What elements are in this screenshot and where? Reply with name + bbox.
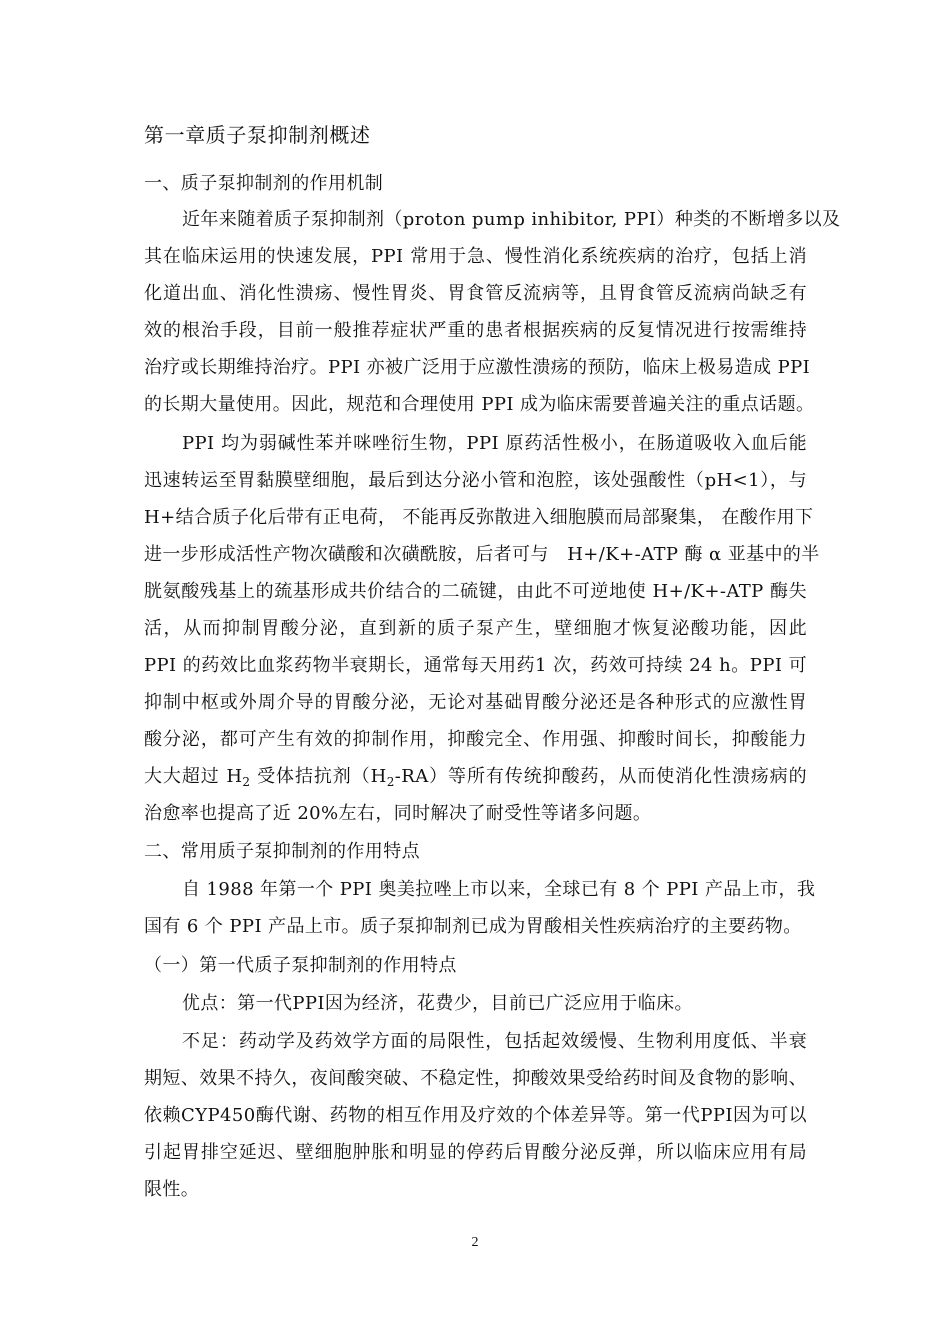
text-segment: 大大超过 H <box>144 766 243 787</box>
paragraph-line: 化道出血、消化性溃疡、慢性胃炎、胃食管反流病等，且胃食管反流病尚缺乏有 <box>144 283 807 304</box>
paragraph-line: 酸分泌，都可产生有效的抑制作用，抑酸完全、作用强、抑酸时间长，抑酸能力 <box>144 729 807 750</box>
subscript: 2 <box>242 775 251 789</box>
page-number: 2 <box>471 1235 479 1250</box>
text-segment: 受体拮抗剂（H <box>250 766 387 787</box>
subscript: 2 <box>386 775 395 789</box>
paragraph-line: 引起胃排空延迟、壁细胞肿胀和明显的停药后胃酸分泌反弹，所以临床应用有局 <box>144 1142 807 1163</box>
paragraph-line: 进一步形成活性产物次磺酸和次磺酰胺，后者可与 H+/K+-ATP 酶 α 亚基中的半 <box>144 544 820 565</box>
chapter-title: 第一章质子泵抑制剂概述 <box>144 123 371 147</box>
paragraph-advantage: 优点：第一代PPI因为经济，花费少，目前已广泛应用于临床。 <box>182 993 693 1014</box>
paragraph-line: 限性。 <box>144 1179 200 1200</box>
text-segment: -RA）等所有传统抑酸药，从而使消化性溃疡病的 <box>394 766 807 787</box>
paragraph-line: 不足：药动学及药效学方面的局限性，包括起效缓慢、生物利用度低、半衰 <box>182 1031 807 1052</box>
paragraph-line: 效的根治手段，目前一般推荐症状严重的患者根据疾病的反复情况进行按需维持 <box>144 320 807 341</box>
paragraph-line: 依赖CYP450酶代谢、药物的相互作用及疗效的个体差异等。第一代PPI因为可以 <box>144 1105 807 1126</box>
paragraph-line: 治愈率也提高了近 20%左右，同时解决了耐受性等诸多问题。 <box>144 803 652 824</box>
sub-heading-first-generation: （一）第一代质子泵抑制剂的作用特点 <box>144 955 457 976</box>
paragraph-line: PPI 的药效比血浆药物半衰期长，通常每天用药1 次，药效可持续 24 h。PPI 可 <box>144 655 807 676</box>
paragraph-line-with-subscripts <box>144 765 807 789</box>
paragraph-line: 活，从而抑制胃酸分泌，直到新的质子泵产生，壁细胞才恢复泌酸功能，因此 <box>144 618 807 639</box>
paragraph-line: 自 1988 年第一个 PPI 奥美拉唑上市以来，全球已有 8 个 PPI 产品上市，我 <box>182 879 816 900</box>
paragraph-line: PPI 均为弱碱性苯并咪唑衍生物，PPI 原药活性极小，在肠道吸收入血后能 <box>182 433 807 454</box>
paragraph-line: 近年来随着质子泵抑制剂（proton pump inhibitor, PPI）种类的不断增多以及 <box>182 209 841 230</box>
paragraph-line: 胱氨酸残基上的巯基形成共价结合的二硫键，由此不可逆地使 H+/K+-ATP 酶失 <box>144 581 807 602</box>
paragraph-line: 迅速转运至胃黏膜壁细胞，最后到达分泌小管和泡腔，该处强酸性（pH<1），与 <box>144 470 807 491</box>
section-heading-mechanism: 一、质子泵抑制剂的作用机制 <box>144 173 384 194</box>
section-heading-characteristics: 二、常用质子泵抑制剂的作用特点 <box>144 841 420 862</box>
paragraph-line: 其在临床运用的快速发展，PPI 常用于急、慢性消化系统疾病的治疗，包括上消 <box>144 246 807 267</box>
paragraph-line: H+结合质子化后带有正电荷， 不能再反弥散进入细胞膜而局部聚集， 在酸作用下 <box>144 507 814 528</box>
paragraph-line: 的长期大量使用。因此，规范和合理使用 PPI 成为临床需要普遍关注的重点话题。 <box>144 394 815 415</box>
paragraph-line: 治疗或长期维持治疗。PPI 亦被广泛用于应激性溃疡的预防，临床上极易造成 PPI <box>144 357 811 378</box>
paragraph-line: 抑制中枢或外周介导的胃酸分泌，无论对基础胃酸分泌还是各种形式的应激性胃 <box>144 692 807 713</box>
paragraph-line: 国有 6 个 PPI 产品上市。质子泵抑制剂已成为胃酸相关性疾病治疗的主要药物。 <box>144 916 802 937</box>
paragraph-line: 期短、效果不持久，夜间酸突破、不稳定性，抑酸效果受给药时间及食物的影响、 <box>144 1068 807 1089</box>
